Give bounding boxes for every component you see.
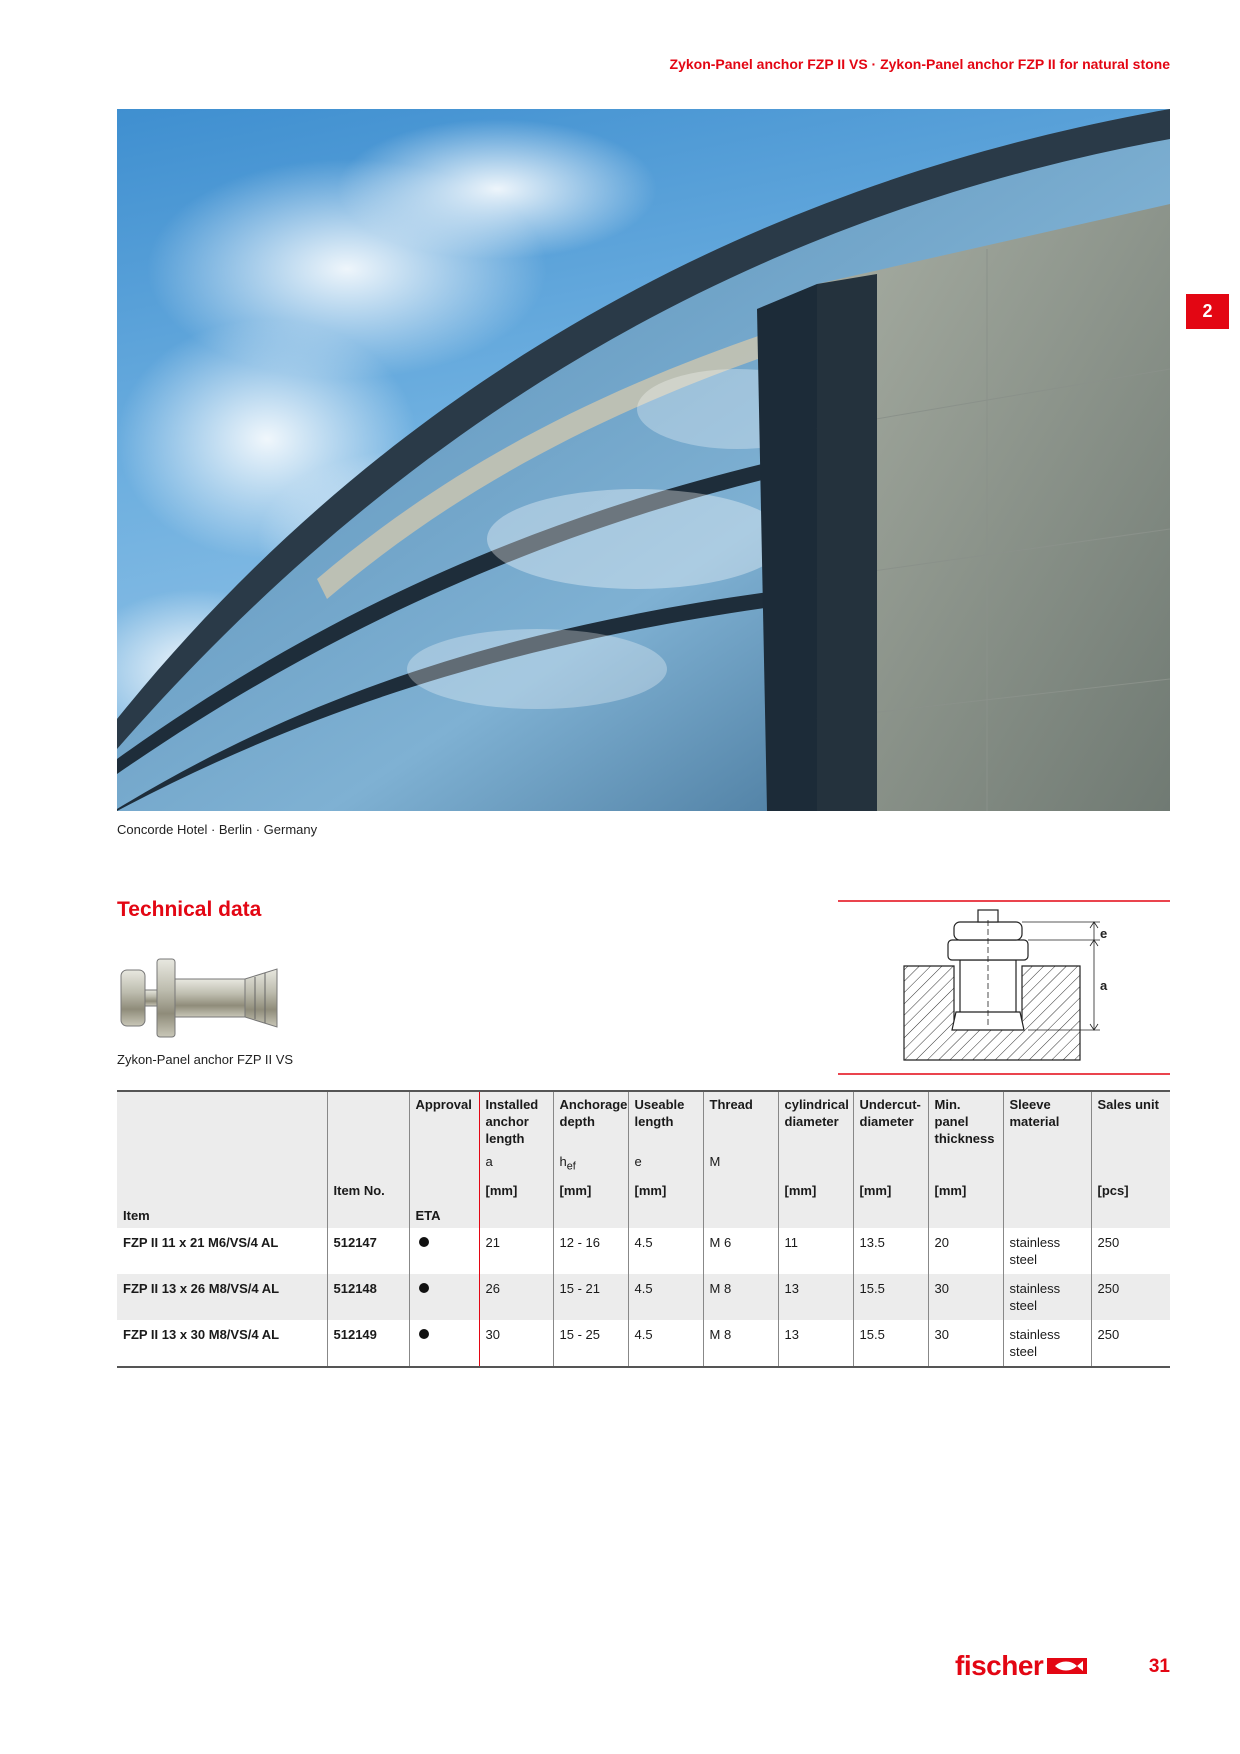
cell-e: 4.5: [628, 1274, 703, 1320]
cell-sales: 250: [1091, 1320, 1170, 1367]
cell-sales: 250: [1091, 1228, 1170, 1274]
col-min-panel-thickness: Min. panel thickness: [928, 1091, 1003, 1151]
cell-minpanel: 30: [928, 1274, 1003, 1320]
table-header-row: [117, 1091, 1170, 1151]
cell-minpanel: 20: [928, 1228, 1003, 1274]
diagram-label-a: a: [1100, 978, 1108, 993]
cell-cyl: 11: [778, 1228, 853, 1274]
approval-dot-icon: [419, 1237, 429, 1247]
cell-sleeve: stainless steel: [1003, 1228, 1091, 1274]
approval-dot-icon: [419, 1329, 429, 1339]
diagram-label-e: e: [1100, 926, 1108, 941]
table-units-row: Item No. [mm] [mm] [mm] [mm] [mm] [mm] [pcs]: [117, 1178, 1170, 1203]
header-title: Zykon-Panel anchor FZP II VS · Zykon-Panel anchor FZP II for natural stone: [669, 56, 1170, 72]
cell-cyl: 13: [778, 1320, 853, 1367]
col-cylindrical-diameter: cylindrical diameter: [778, 1091, 853, 1151]
cell-thread: M 8: [703, 1320, 778, 1367]
cell-a: 21: [479, 1228, 553, 1274]
cell-item: FZP II 13 x 26 M8/VS/4 AL: [117, 1274, 327, 1320]
cell-thread: M 8: [703, 1274, 778, 1320]
cell-undercut: 15.5: [853, 1274, 928, 1320]
table-item-label-row: Item ETA: [117, 1203, 1170, 1228]
col-sleeve-material: Sleeve material: [1003, 1091, 1091, 1151]
hero-caption: Concorde Hotel · Berlin · Germany: [117, 822, 318, 837]
cell-sales: 250: [1091, 1274, 1170, 1320]
cell-thread: M 6: [703, 1228, 778, 1274]
cell-item-no: 512149: [327, 1320, 409, 1367]
cell-hef: 15 - 25: [553, 1320, 628, 1367]
installation-diagram: [838, 900, 1170, 1081]
cell-a: 30: [479, 1320, 553, 1367]
cell-sleeve: stainless steel: [1003, 1320, 1091, 1367]
cell-a: 26: [479, 1274, 553, 1320]
approval-dot-icon: [419, 1283, 429, 1293]
col-sales-unit: Sales unit: [1091, 1091, 1170, 1151]
col-installed-length: Installed anchor length: [479, 1091, 553, 1151]
cell-minpanel: 30: [928, 1320, 1003, 1367]
col-anchorage-depth: Anchorage depth: [553, 1091, 628, 1151]
cell-item-no: 512148: [327, 1274, 409, 1320]
cell-undercut: 13.5: [853, 1228, 928, 1274]
cell-e: 4.5: [628, 1320, 703, 1367]
col-useable-length: Useable length: [628, 1091, 703, 1151]
col-undercut-diameter: Undercut- diameter: [853, 1091, 928, 1151]
anchor-product-image: [117, 955, 287, 1050]
section-title: Technical data: [117, 898, 262, 921]
cell-approval: [409, 1274, 479, 1320]
cell-item-no: 512147: [327, 1228, 409, 1274]
page-number: 31: [1148, 1656, 1170, 1677]
table-row: [117, 1228, 1170, 1274]
fish-icon: [1047, 1655, 1087, 1677]
cell-item: FZP II 11 x 21 M6/VS/4 AL: [123, 1234, 279, 1250]
cell-e: 4.5: [628, 1228, 703, 1274]
cell-cyl: 13: [778, 1274, 853, 1320]
col-thread: Thread: [703, 1091, 778, 1151]
col-approval: Approval: [409, 1091, 479, 1151]
hero-photo: [117, 109, 1170, 811]
cell-approval: [409, 1320, 479, 1367]
cell-sleeve: stainless steel: [1003, 1274, 1091, 1320]
fischer-logo: fischer: [955, 1650, 1087, 1682]
cell-hef: 15 - 21: [553, 1274, 628, 1320]
technical-data-table: [117, 1090, 1170, 1368]
cell-approval: [409, 1228, 479, 1274]
cell-hef: 12 - 16: [553, 1228, 628, 1274]
chapter-tab[interactable]: 2: [1186, 294, 1229, 329]
cell-item: FZP II 13 x 30 M8/VS/4 AL: [117, 1320, 327, 1367]
table-symbol-row: a $h_{ef}$ e M: [117, 1151, 1170, 1178]
table-row: [117, 1274, 1170, 1320]
table-row: [117, 1320, 1170, 1367]
cell-undercut: 15.5: [853, 1320, 928, 1367]
product-caption: Zykon-Panel anchor FZP II VS: [117, 1052, 294, 1067]
